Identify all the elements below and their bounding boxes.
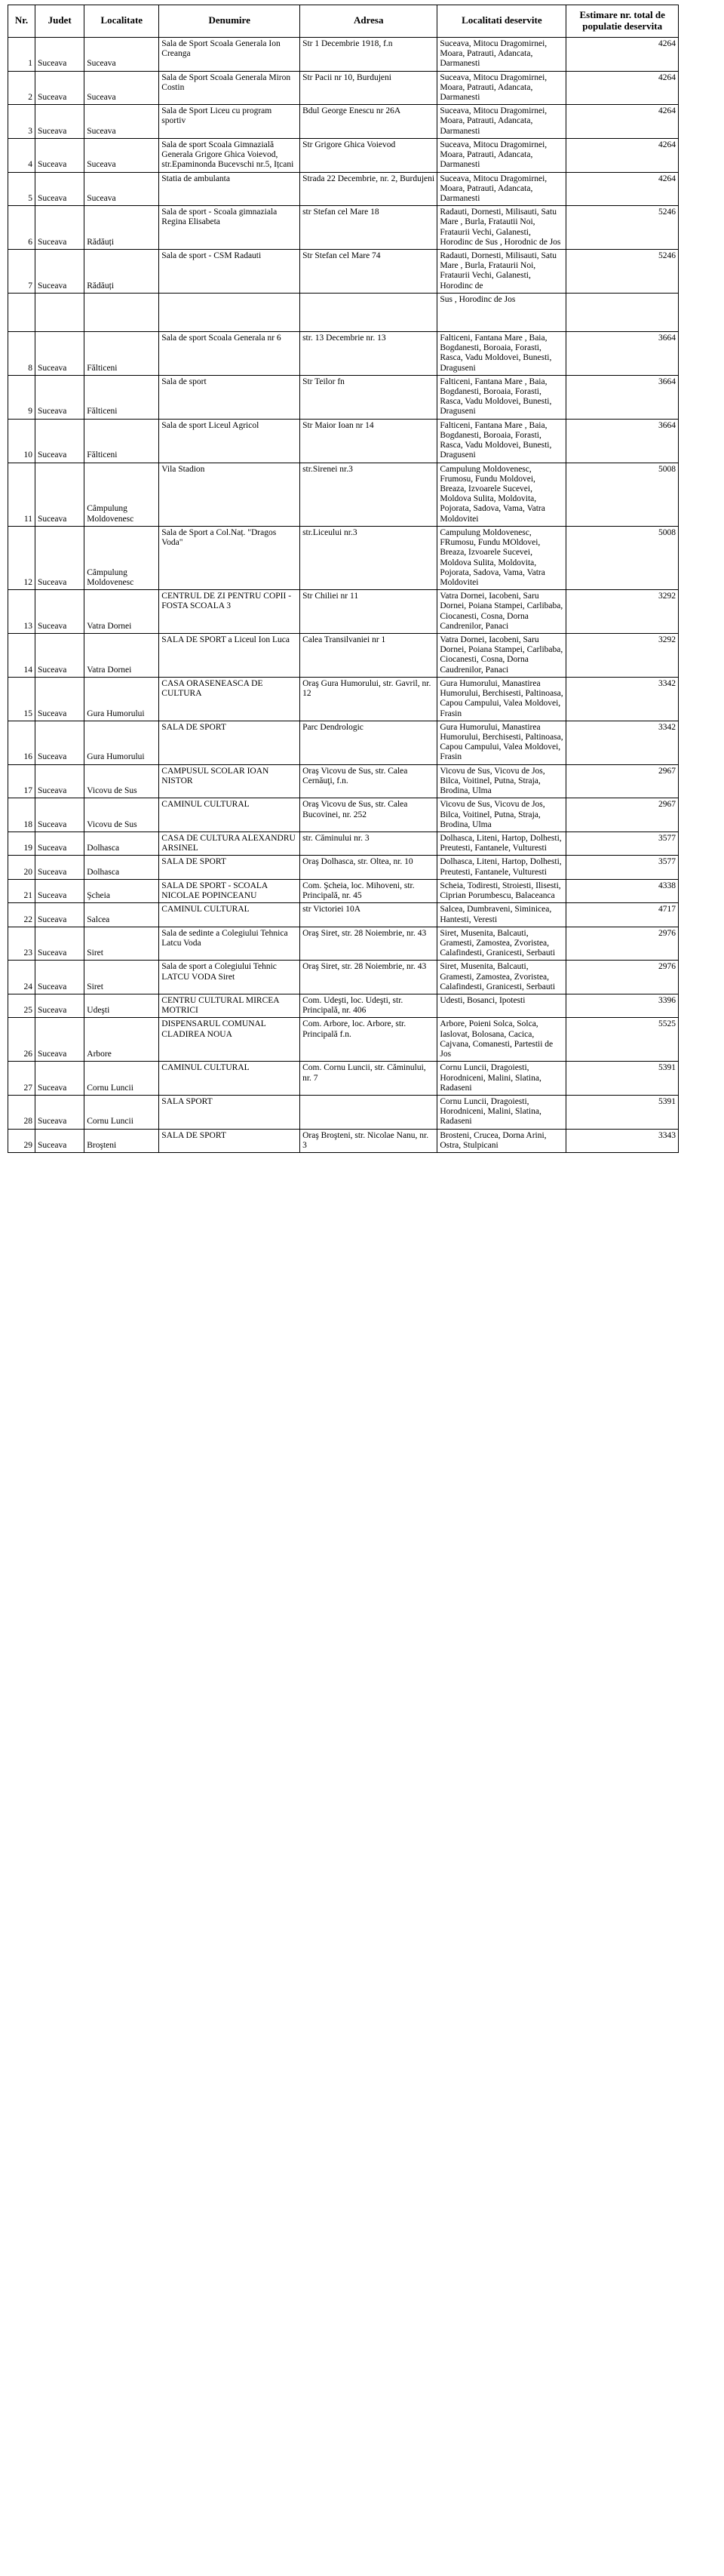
- cell-judet: Suceava: [35, 419, 84, 463]
- cell-localitati-deservite: Suceava, Mitocu Dragomirnei, Moara, Patrauti, Adancata, Darmanesti: [437, 172, 566, 206]
- cell-judet: Suceava: [35, 677, 84, 721]
- cell-localitati-deservite: Siret, Musenita, Balcauti, Gramesti, Zamostea, Zvoristea, Calafindesti, Granicesti, Serbauti: [437, 927, 566, 961]
- cell-estimare: 4264: [566, 138, 679, 172]
- cell-adresa: Strada 22 Decembrie, nr. 2, Burdujeni: [300, 172, 437, 206]
- cell-estimare: 2967: [566, 798, 679, 832]
- cell-judet: Suceava: [35, 856, 84, 879]
- cell-judet: Suceava: [35, 250, 84, 294]
- table-row: [8, 721, 679, 764]
- cell-adresa: Com. Cornu Luncii, str. Căminului, nr. 7: [300, 1062, 437, 1096]
- cell-denumire: Sala de Sport Scoala Generala Miron Costin: [159, 71, 300, 105]
- cell-nr: 12: [8, 526, 35, 589]
- cell-denumire: Statia de ambulanta: [159, 172, 300, 206]
- cell-estimare: 4264: [566, 105, 679, 139]
- cell-adresa: str. Căminului nr. 3: [300, 832, 437, 855]
- table-row: [8, 879, 679, 902]
- cell-judet: Suceava: [35, 37, 84, 71]
- cell-localitate: Vicovu de Sus: [84, 798, 159, 832]
- cell-localitati-deservite: Vicovu de Sus, Vicovu de Jos, Bilca, Voitinel, Putna, Straja, Brodina, Ulma: [437, 764, 566, 798]
- table-row: [8, 677, 679, 721]
- cell-localitati-deservite: Suceava, Mitocu Dragomirnei, Moara, Patrauti, Adancata, Darmanesti: [437, 71, 566, 105]
- cell-localitate: Fălticeni: [84, 331, 159, 375]
- cell-localitate: Vatra Dornei: [84, 590, 159, 634]
- cell-estimare: 5391: [566, 1062, 679, 1096]
- cell-adresa: Oraş Broşteni, str. Nicolae Nanu, nr. 3: [300, 1129, 437, 1152]
- cell-estimare: 3342: [566, 721, 679, 764]
- cell-nr: 9: [8, 375, 35, 419]
- cell-adresa: Oraş Vicovu de Sus, str. Calea Cernăuţi, f.n.: [300, 764, 437, 798]
- cell-denumire: SALA DE SPORT: [159, 721, 300, 764]
- cell-localitate: Câmpulung Moldovenesc: [84, 526, 159, 589]
- cell-denumire: Sala de sedinte a Colegiului Tehnica Latcu Voda: [159, 927, 300, 961]
- cell-judet: Suceava: [35, 526, 84, 589]
- cell-localitate: Suceava: [84, 37, 159, 71]
- cell-localitati-deservite: Cornu Luncii, Dragoiesti, Horodniceni, Malini, Slatina, Radaseni: [437, 1096, 566, 1130]
- cell-adresa: Str 1 Decembrie 1918, f.n: [300, 37, 437, 71]
- cell-adresa: Str Grigore Ghica Voievod: [300, 138, 437, 172]
- table-row: [8, 463, 679, 526]
- table-row: [8, 419, 679, 463]
- cell-nr: 2: [8, 71, 35, 105]
- cell-nr: 19: [8, 832, 35, 855]
- table-row: [8, 903, 679, 927]
- cell-localitate: Cornu Luncii: [84, 1062, 159, 1096]
- cell-denumire: CAMINUL CULTURAL: [159, 798, 300, 832]
- cell-localitati-deservite: Udesti, Bosanci, Ipotesti: [437, 994, 566, 1018]
- cell-estimare: 3664: [566, 375, 679, 419]
- cell-localitati-deservite: Brosteni, Crucea, Dorna Arini, Ostra, Stulpicani: [437, 1129, 566, 1152]
- cell-localitate: [84, 293, 159, 331]
- cell-estimare: 3577: [566, 856, 679, 879]
- cell-nr: 3: [8, 105, 35, 139]
- cell-localitati-deservite: Radauti, Dornesti, Milisauti, Satu Mare , Burla, Frataurii Noi, Frataurii Vechi, Galanesti, Horodinc de: [437, 250, 566, 294]
- cell-nr: 18: [8, 798, 35, 832]
- cell-estimare: 3342: [566, 677, 679, 721]
- cell-localitati-deservite: Falticeni, Fantana Mare , Baia, Bogdanesti, Boroaia, Forasti, Rasca, Vadu Moldovei, Bunesti, Draguseni: [437, 419, 566, 463]
- cell-localitate: Suceava: [84, 138, 159, 172]
- cell-nr: [8, 293, 35, 331]
- cell-adresa: Oraş Vicovu de Sus, str. Calea Bucovinei, nr. 252: [300, 798, 437, 832]
- table-row: [8, 71, 679, 105]
- cell-estimare: 2976: [566, 961, 679, 994]
- table-row: [8, 764, 679, 798]
- cell-adresa: str.Liceului nr.3: [300, 526, 437, 589]
- cell-denumire: CASA DE CULTURA ALEXANDRU ARSINEL: [159, 832, 300, 855]
- cell-denumire: CENTRUL DE ZI PENTRU COPII - FOSTA SCOALA 3: [159, 590, 300, 634]
- cell-localitati-deservite: Salcea, Dumbraveni, Siminicea, Hantesti, Veresti: [437, 903, 566, 927]
- cell-nr: 29: [8, 1129, 35, 1152]
- cell-estimare: 5391: [566, 1096, 679, 1130]
- table-row: [8, 138, 679, 172]
- cell-estimare: 5246: [566, 206, 679, 250]
- cell-denumire: Sala de Sport Liceu cu program sportiv: [159, 105, 300, 139]
- cell-nr: 6: [8, 206, 35, 250]
- table-row: [8, 105, 679, 139]
- cell-judet: Suceava: [35, 590, 84, 634]
- cell-localitati-deservite: Falticeni, Fantana Mare , Baia, Bogdanesti, Boroaia, Forasti, Rasca, Vadu Moldovei, Bunesti, Draguseni: [437, 375, 566, 419]
- cell-denumire: Sala de sport - Scoala gimnaziala Regina Elisabeta: [159, 206, 300, 250]
- table-row: [8, 994, 679, 1018]
- table-row: [8, 1062, 679, 1096]
- cell-denumire: Sala de Sport a Col.Naț. "Dragos Voda": [159, 526, 300, 589]
- cell-localitate: Fălticeni: [84, 419, 159, 463]
- cell-estimare: 5008: [566, 463, 679, 526]
- cell-localitate: Suceava: [84, 71, 159, 105]
- cell-adresa: Calea Transilvaniei nr 1: [300, 634, 437, 678]
- cell-localitate: Arbore: [84, 1018, 159, 1062]
- cell-denumire: CAMINUL CULTURAL: [159, 903, 300, 927]
- cell-localitati-deservite: Radauti, Dornesti, Milisauti, Satu Mare , Burla, Fratautii Noi, Frataurii Vechi, Galanesti, Horodinc de Sus , Horodnic de Jos: [437, 206, 566, 250]
- table-row: [8, 634, 679, 678]
- cell-judet: Suceava: [35, 798, 84, 832]
- cell-localitati-deservite: Falticeni, Fantana Mare , Baia, Bogdanesti, Boroaia, Forasti, Rasca, Vadu Moldovei, Bunesti, Draguseni: [437, 331, 566, 375]
- cell-nr: 28: [8, 1096, 35, 1130]
- cell-estimare: 3292: [566, 590, 679, 634]
- cell-localitati-deservite: Sus , Horodinc de Jos: [437, 293, 566, 331]
- cell-localitate: Broşteni: [84, 1129, 159, 1152]
- cell-localitati-deservite: Campulung Moldovenesc, Frumosu, Fundu Moldovei, Breaza, Izvoarele Sucevei, Moldova Sulita, Moldovita, Pojorata, Sadova, Vama, Vatra Moldovitei: [437, 463, 566, 526]
- cell-nr: 17: [8, 764, 35, 798]
- cell-adresa: Com. Udeşti, loc. Udeşti, str. Principală, nr. 406: [300, 994, 437, 1018]
- cell-nr: 1: [8, 37, 35, 71]
- cell-estimare: 3577: [566, 832, 679, 855]
- cell-judet: Suceava: [35, 721, 84, 764]
- cell-nr: 15: [8, 677, 35, 721]
- cell-judet: Suceava: [35, 206, 84, 250]
- cell-estimare: 4717: [566, 903, 679, 927]
- cell-judet: Suceava: [35, 172, 84, 206]
- table-row: [8, 832, 679, 855]
- cell-judet: Suceava: [35, 331, 84, 375]
- facilities-table: [8, 5, 679, 1153]
- cell-localitate: Suceava: [84, 105, 159, 139]
- table-row: [8, 856, 679, 879]
- cell-localitate: Câmpulung Moldovenesc: [84, 463, 159, 526]
- cell-adresa: Com. Arbore, loc. Arbore, str. Principală f.n.: [300, 1018, 437, 1062]
- cell-denumire: Sala de sport Scoala Gimnazială Generala Grigore Ghica Voievod, str.Epaminonda Bucevschi nr.5, Ițcani: [159, 138, 300, 172]
- cell-localitati-deservite: Campulung Moldovenesc, FRumosu, Fundu MOldovei, Breaza, Izvoarele Sucevei, Moldova Sulita, Moldovita, Pojorata, Sadova, Vama, Vatra Moldovitei: [437, 526, 566, 589]
- cell-estimare: 5525: [566, 1018, 679, 1062]
- cell-judet: Suceava: [35, 1096, 84, 1130]
- cell-adresa: Str Stefan cel Mare 74: [300, 250, 437, 294]
- cell-denumire: Sala de Sport Scoala Generala Ion Creanga: [159, 37, 300, 71]
- cell-localitate: Siret: [84, 927, 159, 961]
- cell-estimare: 4264: [566, 37, 679, 71]
- cell-localitate: Udeşti: [84, 994, 159, 1018]
- cell-adresa: Str Pacii nr 10, Burdujeni: [300, 71, 437, 105]
- cell-localitate: Suceava: [84, 172, 159, 206]
- cell-judet: Suceava: [35, 1129, 84, 1152]
- cell-estimare: 2976: [566, 927, 679, 961]
- cell-nr: 5: [8, 172, 35, 206]
- cell-judet: Suceava: [35, 1062, 84, 1096]
- cell-adresa: str Victoriei 10A: [300, 903, 437, 927]
- column-header-nr: Nr.: [8, 5, 35, 38]
- cell-nr: 7: [8, 250, 35, 294]
- table-row: [8, 590, 679, 634]
- table-row: [8, 1096, 679, 1130]
- column-header-judet: Judet: [35, 5, 84, 38]
- table-row: [8, 375, 679, 419]
- cell-nr: 22: [8, 903, 35, 927]
- cell-localitati-deservite: Gura Humorului, Manastirea Humorului, Berchisesti, Paltinoasa, Capou Campului, Valea Moldovei, Frasin: [437, 721, 566, 764]
- cell-adresa: Oraş Siret, str. 28 Noiembrie, nr. 43: [300, 927, 437, 961]
- cell-localitate: Gura Humorului: [84, 677, 159, 721]
- cell-estimare: 4264: [566, 172, 679, 206]
- cell-denumire: Sala de sport Scoala Generala nr 6: [159, 331, 300, 375]
- cell-judet: Suceava: [35, 961, 84, 994]
- column-header-estimare-populatie: Estimare nr. total de populatie deservita: [566, 5, 679, 38]
- cell-denumire: Sala de sport Liceul Agricol: [159, 419, 300, 463]
- cell-estimare: 4338: [566, 879, 679, 902]
- cell-nr: 21: [8, 879, 35, 902]
- cell-estimare: 3396: [566, 994, 679, 1018]
- table-row: [8, 250, 679, 294]
- cell-denumire: CAMINUL CULTURAL: [159, 1062, 300, 1096]
- cell-localitati-deservite: Arbore, Poieni Solca, Solca, Iaslovat, Bolosana, Cacica, Cajvana, Comanesti, Partestii de Jos: [437, 1018, 566, 1062]
- cell-localitati-deservite: Dolhasca, Liteni, Hartop, Dolhesti, Preutesti, Fantanele, Vulturesti: [437, 856, 566, 879]
- cell-nr: 24: [8, 961, 35, 994]
- cell-adresa: [300, 293, 437, 331]
- cell-adresa: Parc Dendrologic: [300, 721, 437, 764]
- cell-nr: 11: [8, 463, 35, 526]
- cell-localitate: Gura Humorului: [84, 721, 159, 764]
- column-header-localitate: Localitate: [84, 5, 159, 38]
- cell-nr: 10: [8, 419, 35, 463]
- cell-judet: Suceava: [35, 927, 84, 961]
- cell-nr: 27: [8, 1062, 35, 1096]
- cell-adresa: str.Sirenei nr.3: [300, 463, 437, 526]
- cell-localitati-deservite: Suceava, Mitocu Dragomirnei, Moara, Patrauti, Adancata, Darmanesti: [437, 105, 566, 139]
- table-row: [8, 798, 679, 832]
- table-row: [8, 526, 679, 589]
- cell-localitati-deservite: Vatra Dornei, Iacobeni, Saru Dornei, Poiana Stampei, Carlibaba, Ciocanesti, Cosna, Dorna Candrenilor, Panaci: [437, 590, 566, 634]
- cell-adresa: str. 13 Decembrie nr. 13: [300, 331, 437, 375]
- cell-localitate: Siret: [84, 961, 159, 994]
- cell-denumire: Sala de sport - CSM Radauti: [159, 250, 300, 294]
- cell-judet: Suceava: [35, 463, 84, 526]
- table-row: [8, 37, 679, 71]
- cell-adresa: Str Maior Ioan nr 14: [300, 419, 437, 463]
- cell-estimare: 4264: [566, 71, 679, 105]
- table-row: [8, 927, 679, 961]
- cell-adresa: Oraş Dolhasca, str. Oltea, nr. 10: [300, 856, 437, 879]
- cell-estimare: 5246: [566, 250, 679, 294]
- cell-localitati-deservite: Suceava, Mitocu Dragomirnei, Moara, Patrauti, Adancata, Darmanesti: [437, 138, 566, 172]
- cell-denumire: Sala de sport a Colegiului Tehnic LATCU VODA Siret: [159, 961, 300, 994]
- table-row: [8, 293, 679, 331]
- column-header-denumire: Denumire: [159, 5, 300, 38]
- table-row: [8, 206, 679, 250]
- cell-estimare: 3343: [566, 1129, 679, 1152]
- table-row: [8, 172, 679, 206]
- cell-judet: Suceava: [35, 375, 84, 419]
- cell-denumire: CASA ORASENEASCA DE CULTURA: [159, 677, 300, 721]
- cell-adresa: Str Teilor fn: [300, 375, 437, 419]
- cell-localitati-deservite: Dolhasca, Liteni, Hartop, Dolhesti, Preutesti, Fantanele, Vulturesti: [437, 832, 566, 855]
- cell-judet: Suceava: [35, 105, 84, 139]
- column-header-localitati-deservite: Localitati deservite: [437, 5, 566, 38]
- cell-adresa: str Stefan cel Mare 18: [300, 206, 437, 250]
- cell-estimare: 2967: [566, 764, 679, 798]
- table-header: [8, 5, 679, 38]
- cell-localitate: Rădăuți: [84, 206, 159, 250]
- cell-nr: 20: [8, 856, 35, 879]
- table-row: [8, 1018, 679, 1062]
- cell-judet: Suceava: [35, 71, 84, 105]
- cell-adresa: Bdul George Enescu nr 26A: [300, 105, 437, 139]
- cell-localitati-deservite: Gura Humorului, Manastirea Humorului, Berchisesti, Paltinoasa, Capou Campului, Valea Moldovei, Frasin: [437, 677, 566, 721]
- cell-estimare: 5008: [566, 526, 679, 589]
- cell-nr: 14: [8, 634, 35, 678]
- cell-judet: Suceava: [35, 832, 84, 855]
- cell-localitate: Rădăuți: [84, 250, 159, 294]
- cell-denumire: Sala de sport: [159, 375, 300, 419]
- cell-judet: Suceava: [35, 764, 84, 798]
- column-header-adresa: Adresa: [300, 5, 437, 38]
- cell-adresa: Com. Şcheia, loc. Mihoveni, str. Principală, nr. 45: [300, 879, 437, 902]
- cell-localitati-deservite: Vatra Dornei, Iacobeni, Saru Dornei, Poiana Stampei, Carlibaba, Ciocanesti, Cosna, Dorna Caudrenilor, Panaci: [437, 634, 566, 678]
- cell-judet: [35, 293, 84, 331]
- cell-nr: 4: [8, 138, 35, 172]
- cell-estimare: 3664: [566, 331, 679, 375]
- table-row: [8, 961, 679, 994]
- cell-denumire: SALA DE SPORT: [159, 856, 300, 879]
- cell-nr: 23: [8, 927, 35, 961]
- cell-denumire: SALA DE SPORT: [159, 1129, 300, 1152]
- cell-localitati-deservite: Vicovu de Sus, Vicovu de Jos, Bilca, Voitinel, Putna, Straja, Brodina, Ulma: [437, 798, 566, 832]
- cell-nr: 26: [8, 1018, 35, 1062]
- cell-denumire: SALA DE SPORT - SCOALA NICOLAE POPINCEANU: [159, 879, 300, 902]
- cell-denumire: CENTRU CULTURAL MIRCEA MOTRICI: [159, 994, 300, 1018]
- cell-adresa: [300, 1096, 437, 1130]
- cell-denumire: Vila Stadion: [159, 463, 300, 526]
- cell-localitate: Şcheia: [84, 879, 159, 902]
- cell-localitate: Dolhasca: [84, 832, 159, 855]
- cell-localitati-deservite: Siret, Musenita, Balcauti, Gramesti, Zamostea, Zvoristea, Calafindesti, Granicesti, Serbauti: [437, 961, 566, 994]
- table-row: [8, 331, 679, 375]
- cell-denumire: DISPENSARUL COMUNAL CLADIREA NOUA: [159, 1018, 300, 1062]
- cell-adresa: Oraş Gura Humorului, str. Gavril, nr. 12: [300, 677, 437, 721]
- cell-nr: 8: [8, 331, 35, 375]
- cell-denumire: CAMPUSUL SCOLAR IOAN NISTOR: [159, 764, 300, 798]
- cell-localitati-deservite: Scheia, Todiresti, Stroiesti, Ilisesti, Ciprian Porumbescu, Balaceanca: [437, 879, 566, 902]
- cell-nr: 25: [8, 994, 35, 1018]
- cell-estimare: 3292: [566, 634, 679, 678]
- cell-estimare: 3664: [566, 419, 679, 463]
- cell-localitate: Fălticeni: [84, 375, 159, 419]
- cell-adresa: Oraş Siret, str. 28 Noiembrie, nr. 43: [300, 961, 437, 994]
- cell-localitati-deservite: Suceava, Mitocu Dragomirnei, Moara, Patrauti, Adancata, Darmanesti: [437, 37, 566, 71]
- cell-localitate: Vatra Dornei: [84, 634, 159, 678]
- table-row: [8, 1129, 679, 1152]
- cell-denumire: SALA DE SPORT a Liceul Ion Luca: [159, 634, 300, 678]
- cell-denumire: SALA SPORT: [159, 1096, 300, 1130]
- cell-judet: Suceava: [35, 879, 84, 902]
- cell-judet: Suceava: [35, 994, 84, 1018]
- cell-judet: Suceava: [35, 138, 84, 172]
- cell-judet: Suceava: [35, 1018, 84, 1062]
- cell-adresa: Str Chiliei nr 11: [300, 590, 437, 634]
- cell-judet: Suceava: [35, 903, 84, 927]
- table-body: [8, 37, 679, 1152]
- cell-denumire: [159, 293, 300, 331]
- cell-localitate: Cornu Luncii: [84, 1096, 159, 1130]
- cell-localitate: Vicovu de Sus: [84, 764, 159, 798]
- cell-judet: Suceava: [35, 634, 84, 678]
- table-header-row: [8, 5, 679, 38]
- cell-localitate: Salcea: [84, 903, 159, 927]
- cell-estimare: [566, 293, 679, 331]
- cell-nr: 16: [8, 721, 35, 764]
- cell-nr: 13: [8, 590, 35, 634]
- document-page: [0, 0, 724, 1153]
- cell-localitati-deservite: Cornu Luncii, Dragoiesti, Horodniceni, Malini, Slatina, Radaseni: [437, 1062, 566, 1096]
- cell-localitate: Dolhasca: [84, 856, 159, 879]
